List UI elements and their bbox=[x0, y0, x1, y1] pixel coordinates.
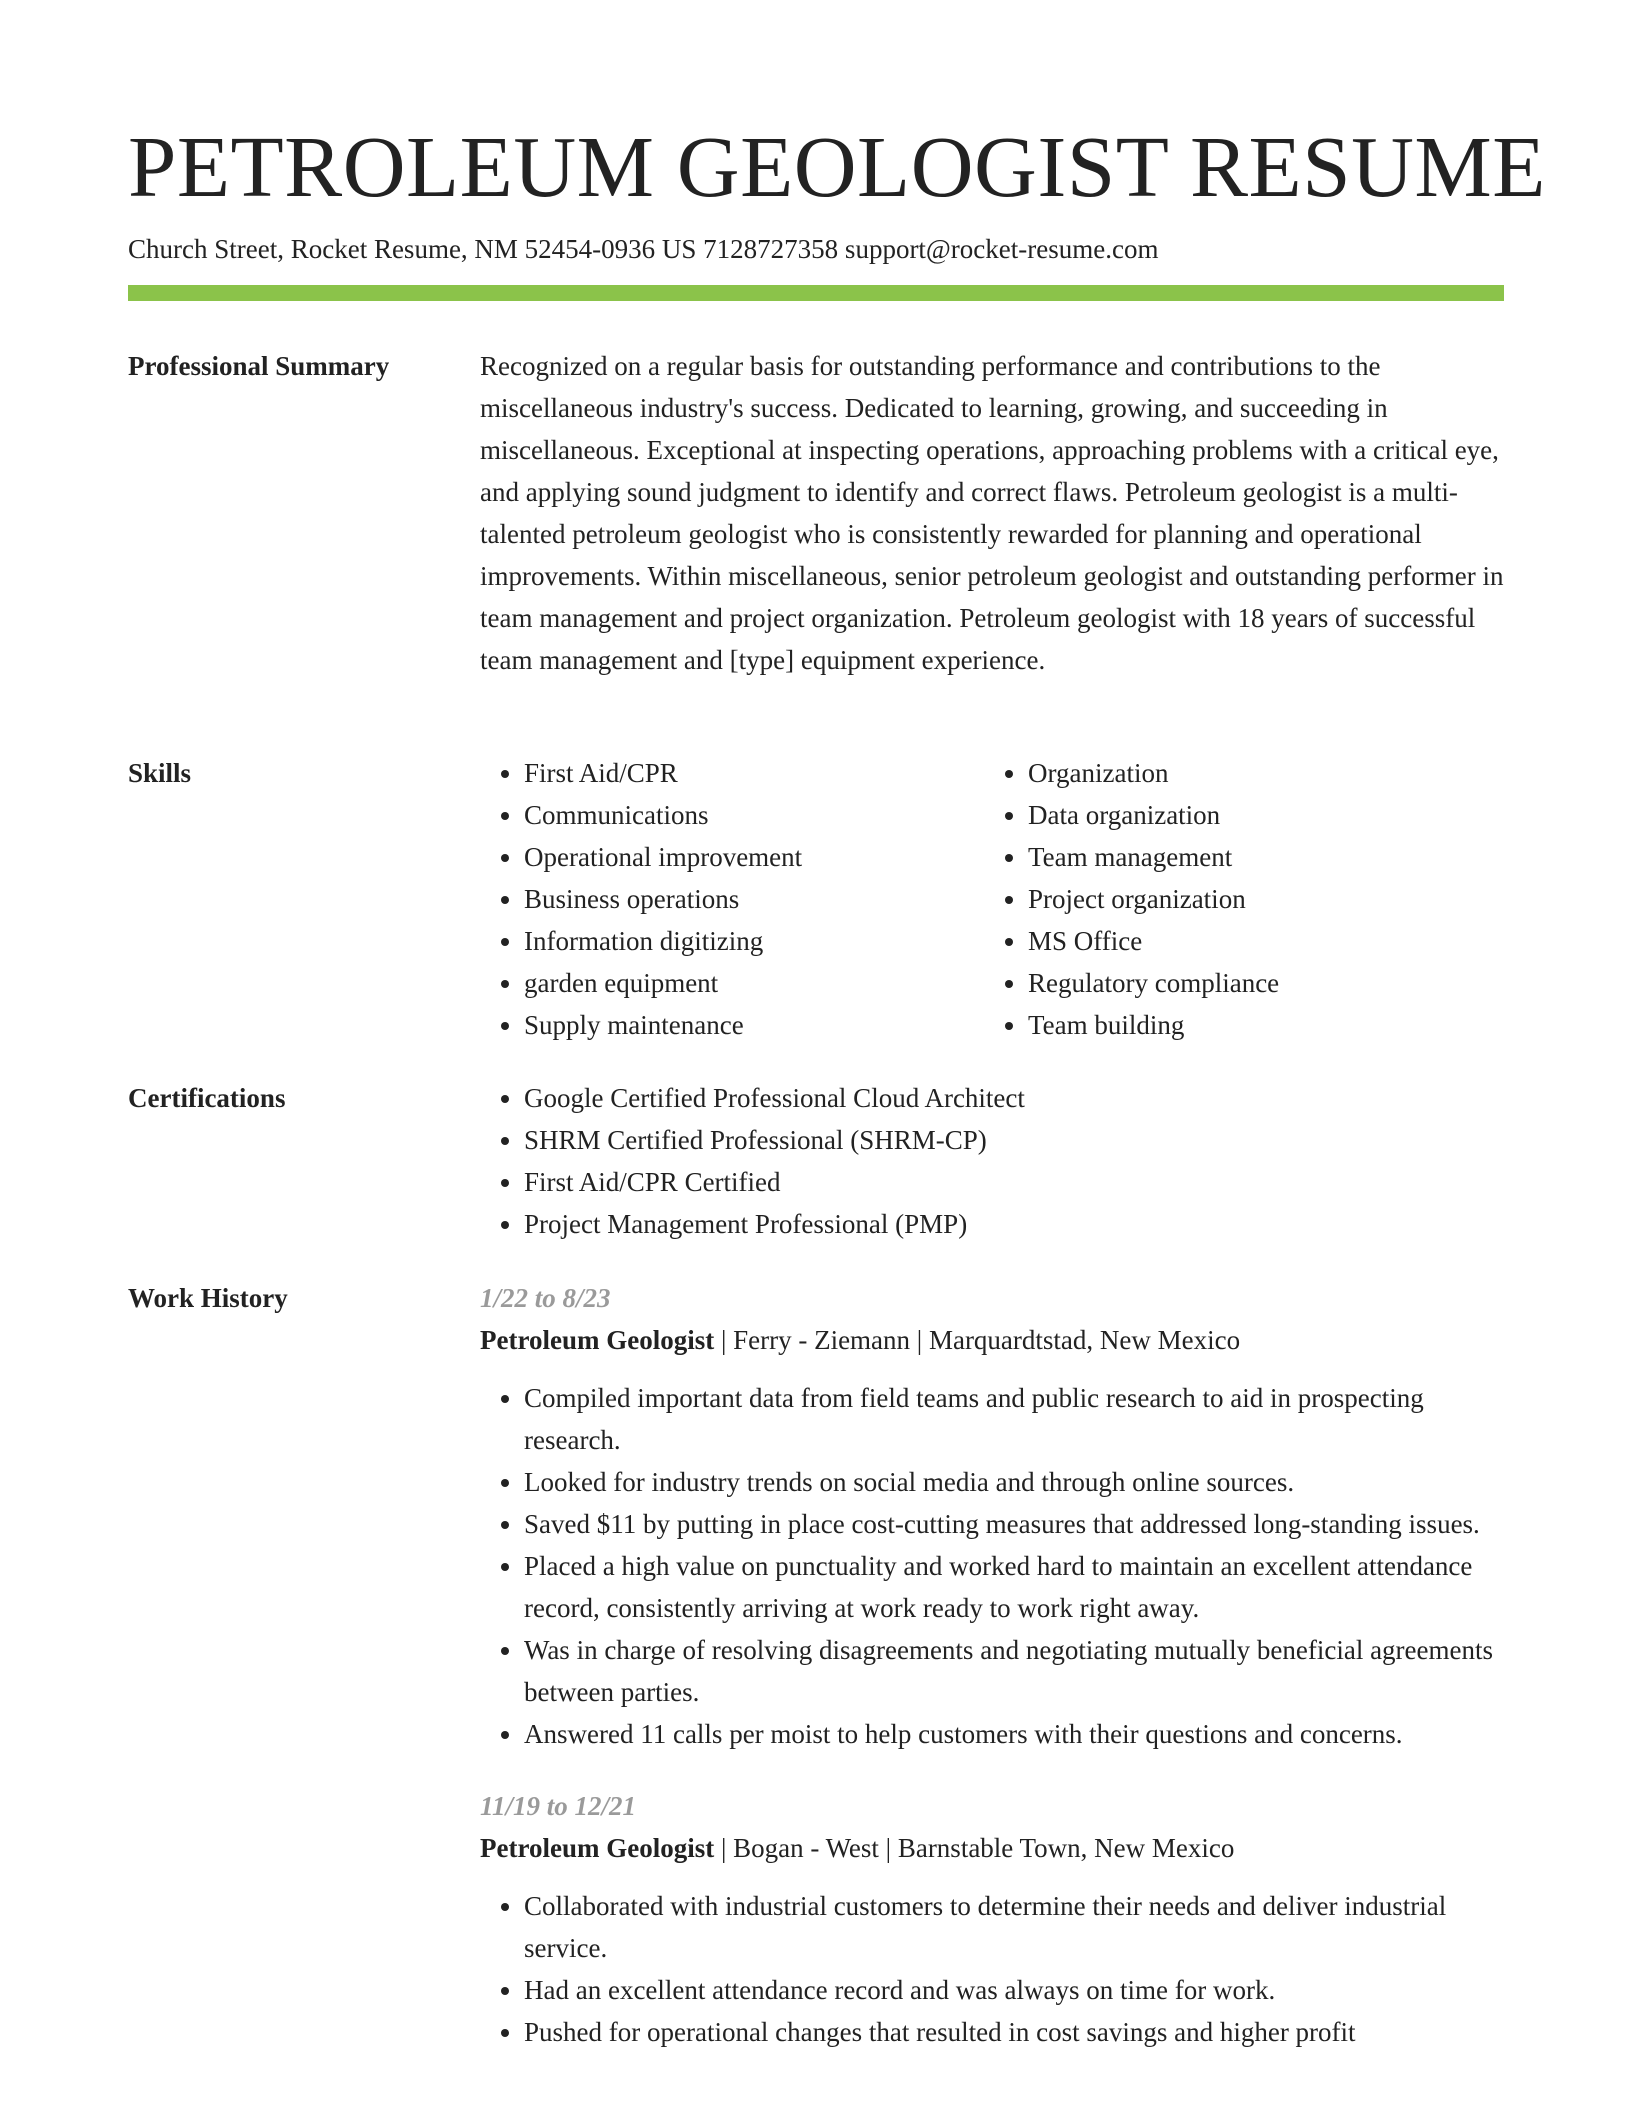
skill-item: • Project organization bbox=[1028, 878, 1488, 920]
skill-item: • Data organization bbox=[1028, 794, 1488, 836]
skill-item: • Organization bbox=[1028, 752, 1488, 794]
skills-label: Skills bbox=[128, 758, 192, 788]
skill-item: • First Aid/CPR bbox=[524, 752, 984, 794]
skill-item: • Communications bbox=[524, 794, 984, 836]
skill-item: • Operational improvement bbox=[524, 836, 984, 878]
job-bullet: • Was in charge of resolving disagreements and negotiating mutually beneficial agreements between parties. bbox=[524, 1629, 1504, 1713]
job-bullet: • Compiled important data from field teams and public research to aid in prospecting research. bbox=[524, 1377, 1504, 1461]
skills-list-right bbox=[984, 752, 1488, 1046]
summary-content bbox=[480, 345, 1504, 681]
certifications-label: Certifications bbox=[128, 1083, 286, 1113]
job-bullet: • Collaborated with industrial customers to determine their needs and deliver industrial service. bbox=[524, 1885, 1504, 1969]
certification-item: • First Aid/CPR Certified bbox=[524, 1161, 1504, 1203]
skill-item: • Business operations bbox=[524, 878, 984, 920]
certification-item: • SHRM Certified Professional (SHRM-CP) bbox=[524, 1119, 1504, 1161]
skill-item: • MS Office bbox=[1028, 920, 1488, 962]
header-divider bbox=[128, 285, 1504, 301]
skill-item: • Information digitizing bbox=[524, 920, 984, 962]
skill-item: • garden equipment bbox=[524, 962, 984, 1004]
job-entry bbox=[480, 1785, 1504, 2053]
job-heading bbox=[480, 1319, 1504, 1361]
certifications-content bbox=[480, 1077, 1504, 1245]
job-heading bbox=[480, 1827, 1504, 1869]
resume-title: PETROLEUM GEOLOGIST RESUME bbox=[128, 118, 1546, 215]
job-bullet: • Pushed for operational changes that resulted in cost savings and higher profit bbox=[524, 2011, 1504, 2053]
job-bullet: • Placed a high value on punctuality and worked hard to maintain an excellent attendance record, consistently arriving at work ready to work right away. bbox=[524, 1545, 1504, 1629]
certification-item: • Project Management Professional (PMP) bbox=[524, 1203, 1504, 1245]
job-title: Petroleum Geologist bbox=[480, 1325, 715, 1355]
job-title: Petroleum Geologist bbox=[480, 1833, 715, 1863]
skills-content bbox=[480, 752, 1504, 1046]
job-bullet: • Answered 11 calls per moist to help customers with their questions and concerns. bbox=[524, 1713, 1504, 1755]
work-history-label: Work History bbox=[128, 1283, 288, 1313]
job-company: | Bogan - West | Barnstable Town, New Mexico bbox=[714, 1833, 1235, 1863]
skill-item: • Regulatory compliance bbox=[1028, 962, 1488, 1004]
skills-list-left bbox=[480, 752, 984, 1046]
summary-label: Professional Summary bbox=[128, 351, 390, 381]
skill-item: • Supply maintenance bbox=[524, 1004, 984, 1046]
work-history-content bbox=[480, 1277, 1504, 2083]
job-bullets bbox=[480, 1377, 1504, 1755]
job-entry bbox=[480, 1277, 1504, 1755]
contact-line: Church Street, Rocket Resume, NM 52454-0936 US 7128727358 support@rocket-resume.com bbox=[128, 234, 1159, 264]
job-date: 1/22 to 8/23 bbox=[480, 1283, 611, 1313]
job-bullet: • Had an excellent attendance record and was always on time for work. bbox=[524, 1969, 1504, 2011]
job-bullet: • Looked for industry trends on social media and through online sources. bbox=[524, 1461, 1504, 1503]
summary-text: Recognized on a regular basis for outstanding performance and contributions to the miscellaneous industry's success. Dedicated to learning, growing, and succeeding in miscellaneous. Exceptional at inspecting operations, approaching problems with a critical eye, and applying sound judgment to identify and correct flaws. Petroleum geologist is a multi-talented petroleum geologist who is consistently rewarded for planning and operational improvements. Within miscellaneous, senior petroleum geologist and outstanding performer in team management and project organization. Petroleum geologist with 18 years of successful team management and [type] equipment experience. bbox=[480, 351, 1504, 675]
job-bullets bbox=[480, 1885, 1504, 2053]
skill-item: • Team building bbox=[1028, 1004, 1488, 1046]
job-date: 11/19 to 12/21 bbox=[480, 1791, 637, 1821]
job-company: | Ferry - Ziemann | Marquardtstad, New Mexico bbox=[714, 1325, 1241, 1355]
certification-item: • Google Certified Professional Cloud Architect bbox=[524, 1077, 1504, 1119]
job-bullet: • Saved $11 by putting in place cost-cutting measures that addressed long-standing issues. bbox=[524, 1503, 1504, 1545]
skill-item: • Team management bbox=[1028, 836, 1488, 878]
certifications-list bbox=[480, 1077, 1504, 1245]
